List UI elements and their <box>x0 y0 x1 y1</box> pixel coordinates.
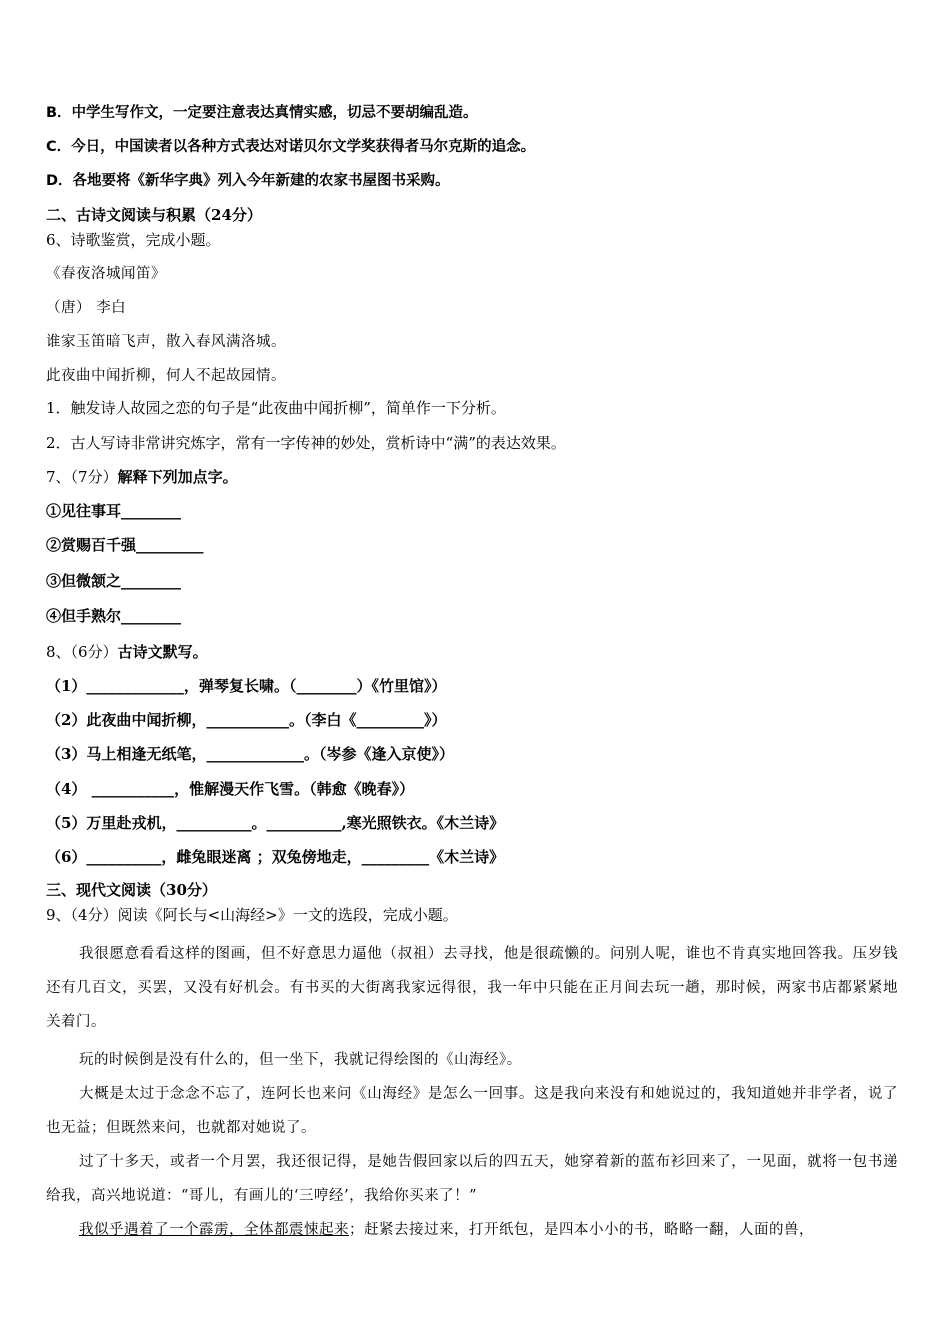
q9-underlined-sentence: 我似乎遇着了一个霹雳，全体都震悚起来 <box>79 1222 349 1238</box>
q9-paragraph-3: 大概是太过于念念不忘了，连阿长也来问《山海经》是怎么一回事。这是我向来没有和她说过的，我知道她并非学者，说了也无益；但既然来问，也就都对她说了。 <box>46 1086 898 1136</box>
option-c-letter: C． <box>46 139 72 155</box>
q7-prefix: 7、（7分） <box>46 468 118 486</box>
q9-paragraph-1: 我很愿意看看这样的图画，但不好意思力逼他（叔祖）去寻找，他是很疏懒的。问别人呢，谁也不肯真实地回答我。压岁钱还有几百文，买罢，又没有好机会。有书买的大街离我家远得很，我一年中只能在正月间去玩一趟，那时候，两家书店都紧紧地关着门。 <box>46 946 898 1030</box>
q6-stem: 6、诗歌鉴赏，完成小题。 <box>46 231 221 249</box>
section3-title: 三、现代文阅读（30分） <box>46 881 217 899</box>
q9-paragraph-2: 玩的时候倒是没有什么的，但一坐下，我就记得绘图的《山海经》。 <box>79 1052 522 1068</box>
q7-item-4: ④但手熟尔________ <box>46 607 182 625</box>
q7-item-2: ②赏赐百千强_________ <box>46 536 204 554</box>
q8-prefix: 8、（6分） <box>46 643 118 661</box>
q9-stem: 9、（4分）阅读《阿长与<山海经>》一文的选段，完成小题。 <box>46 906 458 924</box>
q9-paragraph-5 <box>46 1213 898 1247</box>
q6-poem-title: 《春夜洛城闻笛》 <box>46 266 166 282</box>
q8-item-3: （3）马上相逢无纸笔，_____________。（岑参《逢入京使》） <box>46 745 454 763</box>
q8-item-2: （2）此夜曲中闻折柳，___________。（李白《_________》） <box>46 711 447 729</box>
option-b-text: 中学生写作文，一定要注意表达真情实感，切忌不要胡编乱造。 <box>71 105 478 121</box>
option-b <box>46 103 478 123</box>
option-d <box>46 171 450 191</box>
q8-item-6: （6）__________，雌兔眼迷离 ；双兔傍地走，_________《木兰诗》 <box>46 848 505 866</box>
q8-item-1: （1）_____________，弹琴复长啸。（________）《竹里馆》） <box>46 677 447 695</box>
q7-item-3: ③但微颔之________ <box>46 572 182 590</box>
option-d-letter: D． <box>46 173 73 189</box>
q9-paragraph-4: 过了十多天，或者一个月罢，我还很记得，是她告假回家以后的四五天，她穿着新的蓝布衫回来了，一见面，就将一包书递给我，高兴地说道：“哥儿，有画儿的‘三哼经’，我给你买来了！” <box>46 1154 898 1204</box>
q6-author: （唐） 李白 <box>46 300 127 316</box>
q8-header <box>46 642 208 662</box>
q6-sub-1: 1．触发诗人故园之恋的句子是“此夜曲中闻折柳”，简单作一下分析。 <box>46 399 506 417</box>
q8-item-4: （4） ___________，惟解漫天作飞雪。（韩愈《晚春》） <box>46 780 415 798</box>
q8-stem: 古诗文默写。 <box>117 643 208 661</box>
q8-item-5: （5）万里赴戎机，__________。__________,寒光照铁衣。《木兰诗》 <box>46 814 505 832</box>
q7-item-1: ①见往事耳________ <box>46 502 182 520</box>
section2-title: 二、古诗文阅读与积累（24分） <box>46 206 262 224</box>
q6-poem-line-2: 此夜曲中闻折柳，何人不起故园情。 <box>46 368 286 384</box>
option-c-text: 今日，中国读者以各种方式表达对诺贝尔文学奖获得者马尔克斯的追念。 <box>71 139 536 155</box>
option-b-letter: B． <box>46 105 72 121</box>
option-c <box>46 137 535 157</box>
option-d-text: 各地要将《新华字典》列入今年新建的农家书屋图书采购。 <box>72 173 450 189</box>
q7-header <box>46 467 238 487</box>
q9-paragraph-5-rest: ；赶紧去接过来，打开纸包，是四本小小的书，略略一翻，人面的兽， <box>349 1222 814 1238</box>
q6-poem-line-1: 谁家玉笛暗飞声，散入春风满洛城。 <box>46 334 286 350</box>
q7-stem: 解释下列加点字。 <box>117 468 238 486</box>
q6-sub-2: 2．古人写诗非常讲究炼字，常有一字传神的妙处，赏析诗中“满”的表达效果。 <box>46 434 566 452</box>
